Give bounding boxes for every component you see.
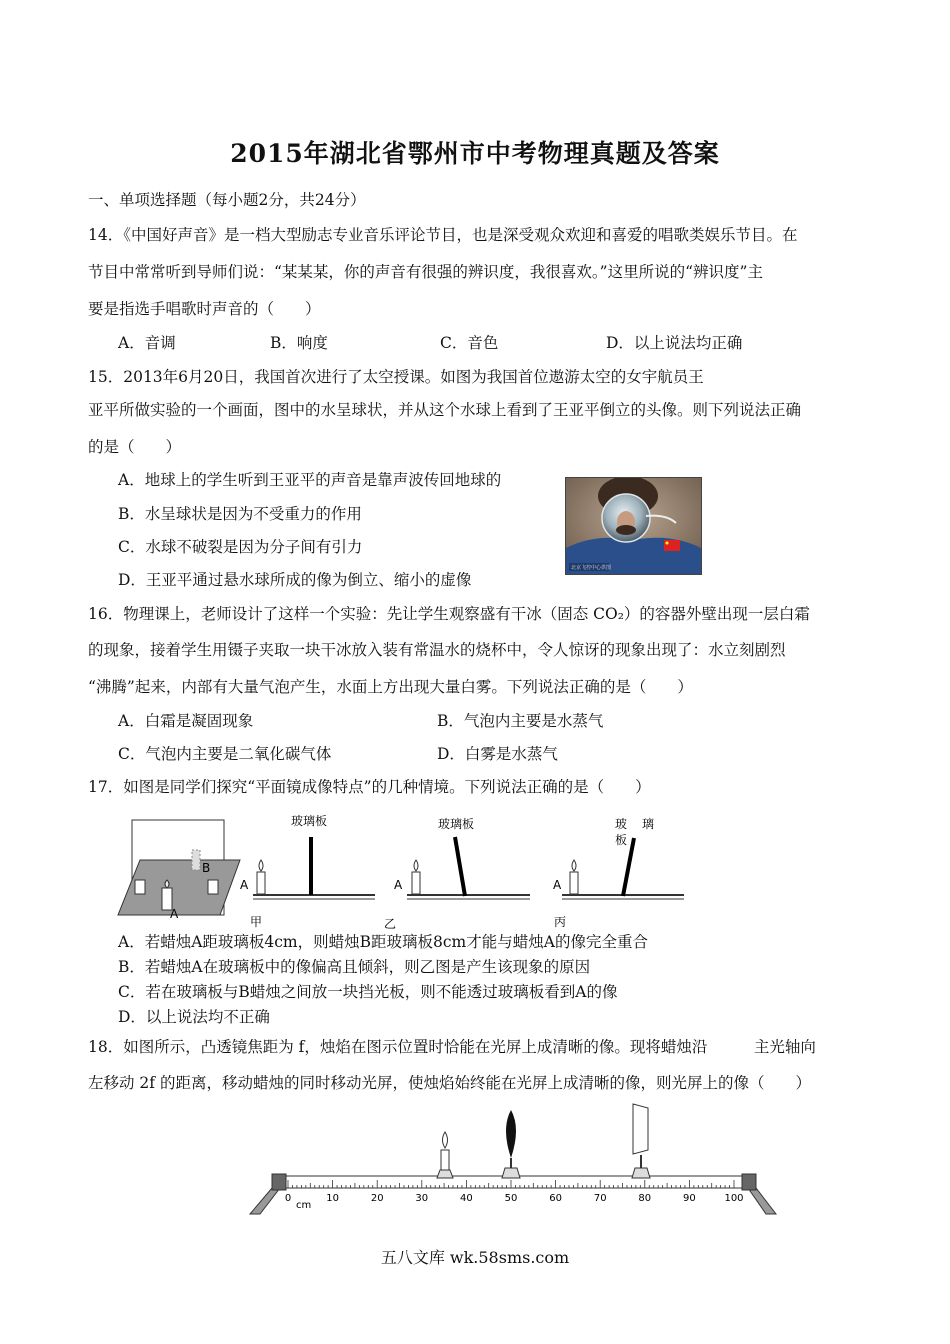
q15-option-b: B．水呈球状是因为不受重力的作用: [118, 505, 362, 523]
q14-line-3: 要是指选手唱歌时声音的（ ）: [88, 300, 321, 318]
q15-option-d: D．王亚平通过悬水球所成的像为倒立、缩小的虚像: [118, 571, 472, 589]
label-b: B: [202, 861, 211, 875]
q17-line: 17．如图是同学们探究“平面镜成像特点”的几种情境。下列说法正确的是（ ）: [88, 778, 651, 796]
q18-line-2: 左移动 2f 的距离，移动蜡烛的同时移动光屏，使烛焰始终能在光屏上成清晰的像，则光屏上的像（ ）: [88, 1074, 811, 1092]
q17-mirror-figures: [110, 810, 710, 935]
photo-caption: 北京飞控中心供图: [571, 565, 612, 571]
ruler-tick-label: 20: [370, 1193, 384, 1204]
ruler-tick-label: 0: [284, 1193, 292, 1204]
q14-option-d: D．以上说法均正确: [606, 334, 743, 352]
q16-line-1: 16．物理课上，老师设计了这样一个实验：先让学生观察盛有干冰（固态 CO₂）的容器外壁出现一层白霜: [88, 605, 810, 623]
q15-line-2: 亚平所做实验的一个画面，图中的水呈球状，并从这个水球上看到了王亚平倒立的头像。则下列说法正确: [88, 401, 802, 419]
ruler-tick-label: 80: [638, 1193, 652, 1204]
ruler-tick-label: 90: [683, 1193, 696, 1204]
footer-watermark: 五八文库 wk.58sms.com: [380, 1248, 570, 1267]
q16-line-2: 的现象，接着学生用镊子夹取一块干冰放入装有常温水的烧杯中，令人惊讶的现象出现了：水立刻剧烈: [88, 641, 786, 659]
q16-line-3: “沸腾”起来，内部有大量气泡产生，水面上方出现大量白雾。下列说法正确的是（ ）: [88, 678, 693, 696]
q16-option-a: A．白霜是凝固现象: [118, 712, 254, 730]
label-a-yi: A: [394, 878, 403, 892]
q15-option-c: C．水球不破裂是因为分子间有引力: [118, 538, 363, 556]
label-glass-jia: 玻璃板: [291, 814, 328, 828]
q15-line-1: 15．2013年6月20日，我国首次进行了太空授课。如图为我国首位遨游太空的女宇航员王: [88, 368, 704, 386]
label-a-jia: A: [240, 878, 249, 892]
ruler-tick-label: 10: [326, 1193, 339, 1204]
q14-line-1: 14．《中国好声音》是一档大型励志专业音乐评论节目，也是深受观众欢迎和喜爱的唱歌类娱乐节目。在: [88, 226, 798, 244]
label-a-3d: A: [170, 907, 179, 921]
label-a-bing: A: [553, 878, 562, 892]
ruler-tick-label: 40: [460, 1193, 473, 1204]
q15-option-a: A．地球上的学生听到王亚平的声音是靠声波传回地球的: [118, 471, 502, 489]
q17-option-c: C．若在玻璃板与B蜡烛之间放一块挡光板，则不能透过玻璃板看到A的像: [118, 983, 618, 1001]
q16-option-d: D．白雾是水蒸气: [437, 745, 558, 763]
label-yi: 乙: [384, 917, 397, 931]
label-jia: 甲: [250, 915, 263, 929]
label-glass-bing-3: 板: [615, 833, 628, 847]
page-title: 2015年湖北省鄂州市中考物理真题及答案: [230, 139, 720, 168]
q16-option-c: C．气泡内主要是二氧化碳气体: [118, 745, 332, 763]
q17-option-b: B．若蜡烛A在玻璃板中的像偏高且倾斜，则乙图是产生该现象的原因: [118, 958, 591, 976]
q14-option-a: A．音调: [118, 334, 176, 352]
ruler-tick-label: 30: [415, 1193, 429, 1204]
q17-option-a: A．若蜡烛A距玻璃板4cm，则蜡烛B距玻璃板8cm才能与蜡烛A的像完全重合: [118, 933, 648, 951]
q17-option-d: D．以上说法均不正确: [118, 1008, 270, 1026]
label-glass-yi: 玻璃板: [438, 817, 475, 831]
label-glass-bing-1: 玻: [615, 817, 628, 831]
q16-option-b: B．气泡内主要是水蒸气: [437, 712, 604, 730]
label-bing: 丙: [554, 915, 567, 929]
q14-option-c: C．音色: [440, 334, 499, 352]
ruler-tick-label: 70: [593, 1193, 607, 1204]
ruler-tick-label: 100: [724, 1193, 744, 1204]
q15-line-3: 的是（ ）: [88, 438, 182, 456]
q14-line-2: 节目中常常听到导师们说：“某某某，你的声音有很强的辨识度，我很喜欢。”这里所说的“辨识度”主: [88, 263, 763, 281]
ruler-tick-label: 50: [504, 1193, 518, 1204]
q18-optical-bench: [248, 1100, 780, 1218]
section-heading: 一、单项选择题（每小题2分，共24分）: [88, 191, 366, 209]
label-glass-bing-2: 璃: [642, 817, 655, 831]
ruler-tick-label: 60: [549, 1193, 562, 1204]
ruler-unit: cm: [296, 1200, 312, 1211]
q18-line-1: 18．如图所示，凸透镜焦距为 f，烛焰在图示位置时恰能在光屏上成清晰的像。现将蜡烛沿 主光轴向: [88, 1038, 816, 1056]
q14-option-b: B．响度: [270, 334, 328, 352]
astronaut-water-ball-photo: [565, 477, 702, 575]
